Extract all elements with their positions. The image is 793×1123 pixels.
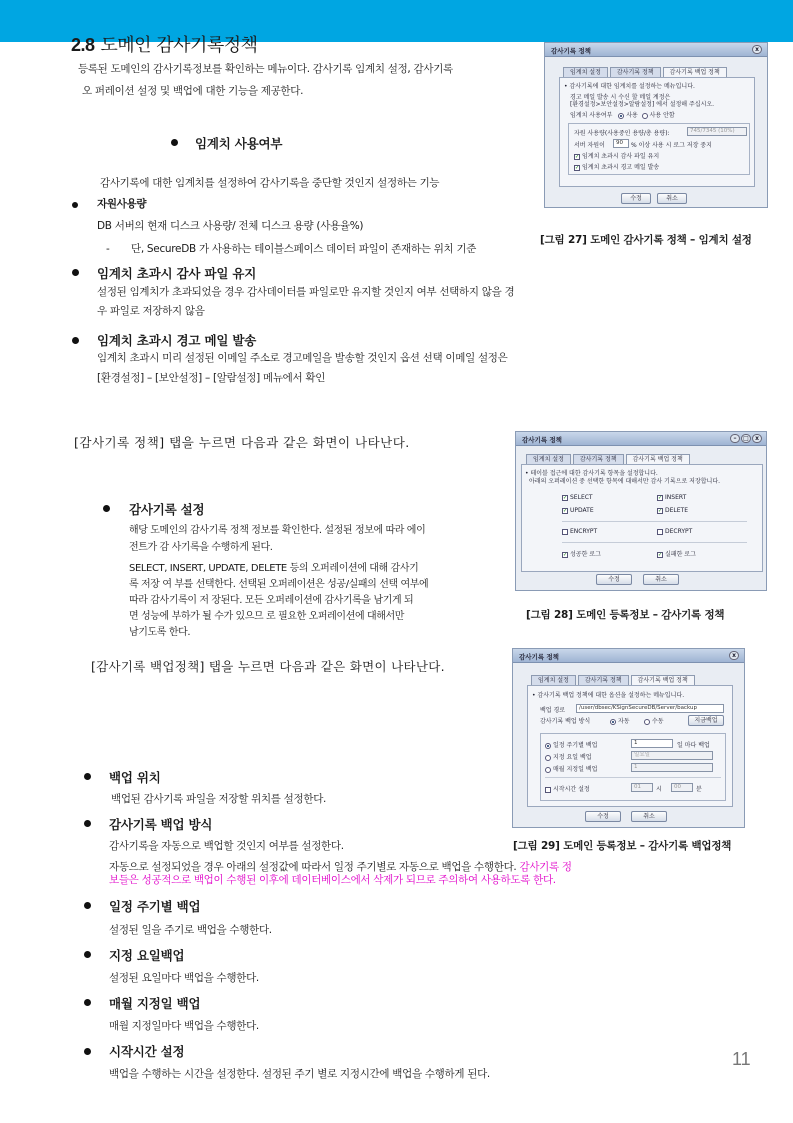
backup-now-button[interactable]: 지금백업 [688,715,724,726]
cancel-button[interactable]: 취소 [643,574,679,585]
use-no-radio[interactable] [642,113,648,119]
resource-dash: - [106,243,110,255]
op-fail [657,549,696,558]
period-suffix: 일 마다 백업 [677,742,710,749]
start-time-option [545,784,590,793]
weekday-backup-title: 지정 요일백업 [109,948,185,963]
auto-label: 자동 [618,718,630,725]
audit-tab-intro: [감사기록 정책] 탭을 누르면 다음과 같은 화면이 나타난다. [74,435,410,450]
close-icon[interactable]: x [729,651,739,660]
warn-mail-title: 임계치 초과시 경고 메일 발송 [97,333,257,348]
audit-policy-dialog [515,431,767,591]
dialog-titlebar [513,649,744,663]
minute-select[interactable]: 00 [671,783,693,792]
weekday-select[interactable]: 일요일 [631,751,713,760]
note-warning: 감사기록 정 [516,861,572,873]
keep-file-desc-2: 우 파일로 저장하지 않음 [97,305,205,317]
monthly-select[interactable]: 1 [631,763,713,772]
bullet-icon [84,999,91,1006]
resource-group [568,123,750,175]
keep-file-title: 임계치 초과시 감사 파일 유지 [97,266,257,281]
start-time-desc: 백업을 수행하는 시간을 설정한다. 설정된 주기 별로 지정시간에 백업을 수행하게 된다. [109,1068,490,1080]
update-checkbox[interactable]: ✓ [563,507,568,514]
minimize-icon[interactable]: – [730,434,740,443]
use-no-label: 사용 안함 [649,112,675,119]
warn-mail-option [574,162,659,171]
intro-line-1: 등록된 도메인의 감사기록정보를 확인하는 메뉴이다. 감사기록 임계치 설정, 감사기록 [78,63,453,75]
op-decrypt [657,528,692,535]
keep-file-checkbox[interactable]: ✓ [575,153,580,160]
op-delete [657,507,688,514]
section-title-text: 도메인 감사기록정책 [100,35,258,56]
keep-file-option-label: 임계치 초과시 감사 파일 유지 [582,153,660,160]
tab-backup-policy[interactable]: 감사기록 백업 정책 [631,675,695,685]
figure-29-caption: [그림 29] 도메인 등록정보 – 감사기록 백업정책 [513,840,732,852]
dialog-title: 감사기록 정책 [519,653,559,661]
audit-setting-heading: 감사기록 설정 [129,502,205,517]
audit-setting-p1-1: 해당 도메인의 감사기록 정책 정보를 확인한다. 설정된 정보에 따라 에이 [129,525,426,536]
bullet-icon [84,773,91,780]
backup-location-desc: 백업된 감사기록 파일을 저장할 위치를 설정한다. [111,793,327,805]
encrypt-checkbox[interactable] [562,529,568,535]
keep-file-desc-1: 설정된 임계치가 초과되었을 경우 감사데이터를 파일로만 유지할 것인지 여부 선택하지 않을 경 [97,286,515,298]
cancel-button[interactable]: 취소 [657,193,687,204]
dialog-tabs [531,675,695,685]
fail-log-checkbox[interactable]: ✓ [658,551,663,558]
op-encrypt [562,528,597,535]
period-label: 일정 주기별 백업 [553,742,598,749]
period-backup-title: 일정 주기별 백업 [109,899,201,914]
minute-unit: 분 [696,786,702,793]
dialog-body [559,77,755,187]
period-input[interactable]: 1 [631,739,673,748]
weekday-label: 지정 요일 백업 [553,754,592,761]
success-log-checkbox[interactable]: ✓ [563,551,568,558]
op-label: DECRYPT [665,528,693,535]
op-label: UPDATE [570,507,594,514]
resource-note: 단, SecureDB 가 사용하는 테이블스페이스 데이터 파일이 존재하는 위치 기준 [131,243,477,255]
resource-desc: DB 서버의 현재 디스크 사용량/ 전체 디스크 용량 (사용율%) [97,220,364,232]
select-checkbox[interactable]: ✓ [563,494,568,501]
op-label: ENCRYPT [570,528,598,535]
audit-setting-p1-2: 전트가 감 사기록을 수행하게 된다. [129,542,273,553]
weekday-radio[interactable] [545,755,551,761]
dialog-info-1: • 테이블 접근에 대한 감사기록 항목을 설정합니다. [525,470,658,477]
dialog-titlebar [516,432,766,446]
bullet-icon [84,820,91,827]
dialog-titlebar [545,43,767,57]
use-yes-radio[interactable] [618,113,624,119]
op-success [562,549,601,558]
keep-file-option [574,151,659,160]
server-threshold-input[interactable]: 90 [613,139,629,148]
server-suffix: % 이상 사용 시 로그 저장 중지 [631,142,712,149]
period-option [545,740,597,749]
backup-method-note-2: 보들은 성공적으로 백업이 수행된 이후에 데이터베이스에서 삭제가 되므로 주의하여 사용하도록 한다. [109,874,556,886]
auto-radio[interactable] [610,719,616,725]
audit-setting-p2-4: 면 성능에 부하가 될 수가 있으므 로 필요한 오퍼레이션에 대해서만 [129,611,405,622]
use-yes-label: 사용 [626,112,638,119]
warn-mail-option-label: 임계치 초과시 경고 메일 발송 [582,164,660,171]
weekday-backup-desc: 설정된 요일마다 백업을 수행한다. [109,972,259,984]
bullet-icon [72,269,79,276]
page-number: 11 [732,1049,751,1069]
threshold-desc: 감사기록에 대한 임계치를 설정하여 감사기록을 중단할 것인지 설정하는 기능 [100,177,440,189]
maximize-icon[interactable]: □ [741,434,751,443]
dialog-info: • 감사기록에 대한 임계치를 설정하는 메뉴입니다. [564,83,695,90]
insert-checkbox[interactable]: ✓ [658,494,663,501]
figure-27-caption: [그림 27] 도메인 감사기록 정책 – 임계치 설정 [540,234,752,246]
monthly-option [545,764,597,773]
mail-note-1: 경고 메일 발송 시 수신 할 메일 계정은 [570,94,671,101]
bullet-icon [103,505,110,512]
bullet-icon [171,139,178,146]
backup-path-label: 백업 경로 [540,707,566,714]
start-time-checkbox[interactable] [545,787,551,793]
audit-setting-p2-1: SELECT, INSERT, UPDATE, DELETE 등의 오퍼레이션에 대해 감사기 [129,563,419,574]
op-label: DELETE [665,507,689,514]
op-insert [657,494,686,501]
backup-path-input[interactable]: /user/dbsec/KSignSecureDB/Server/backup [576,704,724,713]
dialog-info-2: 아래의 오퍼레이션 중 선택한 항목에 대해서만 감사 기록으로 저장합니다. [529,478,721,485]
divider [562,542,747,543]
dialog-body [527,685,733,807]
section-number: 2.8 [71,35,95,55]
op-select [562,494,593,501]
monthly-backup-desc: 매월 지정일마다 백업을 수행한다. [109,1020,259,1032]
hour-unit: 시 [656,786,662,793]
monthly-label: 매월 지정일 백업 [553,766,598,773]
manual-radio[interactable] [644,719,650,725]
use-row [570,110,675,119]
threshold-heading: 임계치 사용여부 [195,136,283,151]
delete-checkbox[interactable]: ✓ [658,507,663,514]
audit-setting-p2-2: 록 저장 여 부를 선택한다. 선택된 오퍼레이션은 성공/실패의 선택 여부에 [129,579,429,590]
schedule-group [540,733,726,801]
backup-location-title: 백업 위치 [109,770,161,785]
close-icon[interactable]: x [752,45,762,54]
period-backup-desc: 설정된 일을 주기로 백업을 수행한다. [109,924,272,936]
intro-line-2: 오 퍼레이션 설정 및 백업에 대한 기능을 제공한다. [82,85,304,97]
tab-backup-policy[interactable]: 감사기록 백업 정책 [626,454,690,464]
op-update [562,507,594,514]
warn-mail-desc-1: 임계치 초과시 미리 설정된 이메일 주소로 경고메일을 발송할 것인지 옵션 선택 이메일 설정은 [97,352,508,364]
monthly-radio[interactable] [545,767,551,773]
op-label: 성공한 로그 [570,551,601,558]
server-label: 서버 자원이 [574,142,605,149]
op-label: 실패한 로그 [665,551,696,558]
bullet-icon [84,1048,91,1055]
backup-policy-dialog [512,648,745,828]
modify-button[interactable]: 수정 [621,193,651,204]
note-text: 자동으로 설정되었을 경우 아래의 설정값에 따라서 일정 주기별로 자동으로 백업을 수행한다. [109,861,517,873]
op-label: SELECT [570,494,593,501]
warn-mail-desc-2: [환경설정] – [보안설정] – [알람설정] 메뉴에서 확인 [97,372,326,384]
resource-label: 자원 사용량(사용중인 용량/총 용량): [574,130,670,137]
method-auto [610,716,630,725]
use-label: 임계치 사용여부 [570,112,613,119]
resource-value-field: 745/7345 (10%) [687,127,747,136]
backup-method-label: 감사기록 백업 방식 [540,718,591,725]
tab-threshold[interactable]: 임계치 설정 [531,675,576,685]
mail-note-2: [환경설정>보안설정>알람설정] 에서 설정해 주십시오. [570,101,715,108]
op-label: INSERT [665,494,687,501]
modify-button[interactable]: 수정 [585,811,621,822]
monthly-backup-title: 매월 지정일 백업 [109,996,201,1011]
warn-mail-checkbox[interactable]: ✓ [575,164,580,171]
decrypt-checkbox[interactable] [657,529,663,535]
backup-method-title: 감사기록 백업 방식 [109,817,213,832]
audit-setting-p2-3: 따라 감사기록이 저 장된다. 모든 오퍼레이션에 감사기록을 남기게 되 [129,595,414,606]
backup-method-desc: 감사기록을 자동으로 백업할 것인지 여부를 설정한다. [109,840,344,852]
divider [562,521,747,522]
resource-title: 자원사용량 [97,198,147,210]
tab-audit-policy[interactable]: 감사기록 정책 [610,67,661,77]
weekday-option [545,752,592,761]
bullet-icon [72,337,79,344]
start-time-title: 시작시간 설정 [109,1044,185,1059]
backup-tab-intro: [감사기록 백업정책] 탭을 누르면 다음과 같은 화면이 나타난다. [91,659,445,674]
modify-button[interactable]: 수정 [596,574,632,585]
bullet-icon [84,902,91,909]
cancel-button[interactable]: 취소 [631,811,667,822]
dialog-info: • 감사기록 백업 정책에 대한 옵션을 설정하는 메뉴입니다. [532,692,685,699]
close-icon[interactable]: x [752,434,762,443]
period-radio[interactable] [545,743,551,749]
bullet-icon [84,951,91,958]
bullet-icon [72,202,78,208]
dialog-title: 감사기록 정책 [522,436,562,444]
tab-threshold[interactable]: 임계치 설정 [563,67,608,77]
manual-label: 수동 [652,718,664,725]
tab-audit-policy[interactable]: 감사기록 정책 [578,675,629,685]
hour-select[interactable]: 01 [631,783,653,792]
audit-setting-p2-5: 남기도록 한다. [129,627,191,638]
method-manual [644,716,664,725]
start-time-label: 시작시간 설정 [553,786,590,793]
tab-audit-policy[interactable]: 감사기록 정책 [573,454,624,464]
dialog-body [521,464,763,572]
tab-threshold[interactable]: 임계치 설정 [526,454,571,464]
dialog-tabs [526,454,690,464]
figure-28-caption: [그림 28] 도메인 등록정보 – 감사기록 정책 [526,609,725,621]
threshold-dialog [544,42,768,208]
dialog-title: 감사기록 정책 [551,47,591,55]
divider [545,777,721,778]
tab-backup-policy[interactable]: 감사기록 백업 정책 [663,67,727,77]
section-title [71,31,258,57]
dialog-tabs [563,67,727,77]
